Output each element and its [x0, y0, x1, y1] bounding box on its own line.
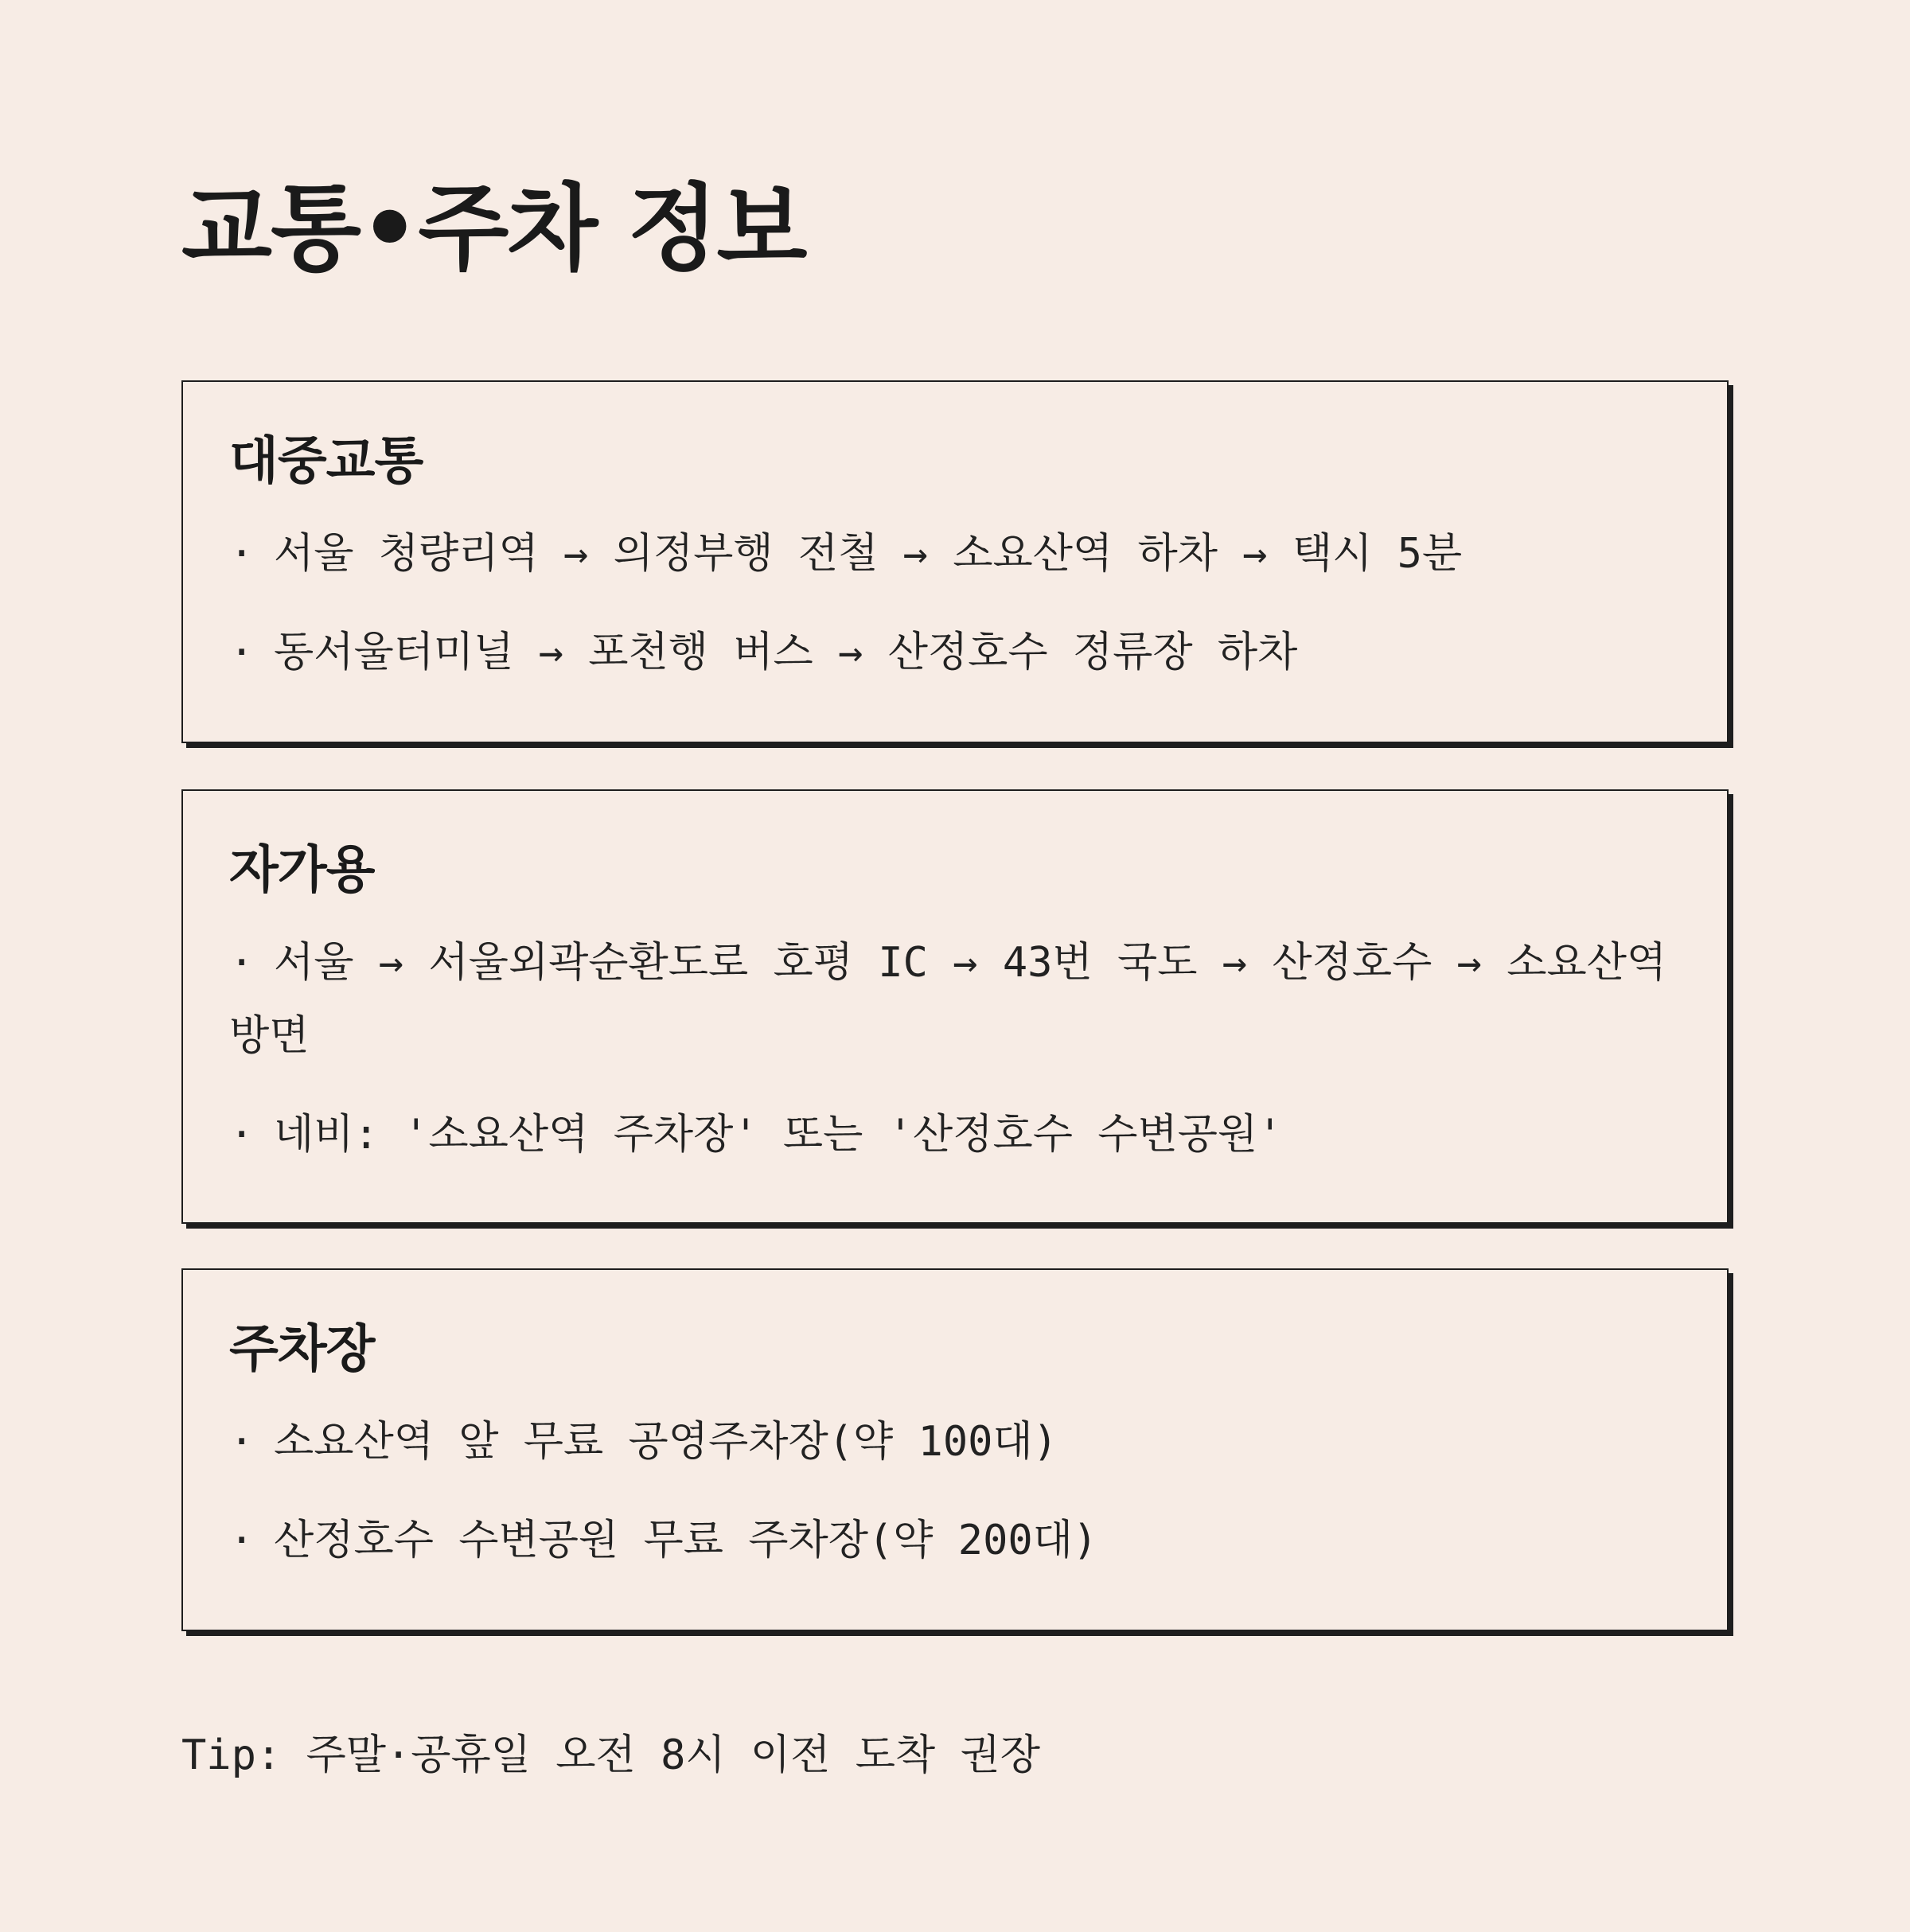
list-item-text: 산정호수 수변공원 무료 주차장(약 200대): [274, 1517, 1098, 1564]
list-item: [229, 517, 1682, 590]
bullet-icon: ·: [229, 939, 255, 987]
list-item-text: 서울 청량리역 → 의정부행 전철 → 소요산역 하차 → 택시 5분: [274, 530, 1463, 578]
section-private-car: [181, 789, 1729, 1224]
list-item-text: 동서울터미널 → 포천행 버스 → 산정호수 정류장 하차: [274, 629, 1298, 676]
section-heading: 주차장: [229, 1320, 375, 1379]
page-title: 교통•주차 정보: [181, 173, 806, 283]
item-list: [229, 1405, 1682, 1577]
item-list: [229, 926, 1682, 1171]
bullet-icon: ·: [229, 1111, 255, 1159]
list-item-text: 소요산역 앞 무료 공영주차장(약 100대): [274, 1418, 1058, 1466]
section-parking: [181, 1268, 1729, 1631]
list-item: [229, 1405, 1682, 1478]
bullet-icon: ·: [229, 530, 255, 578]
section-heading: 대중교통: [229, 432, 423, 491]
list-item-text: 네비: '소요산역 주차장' 또는 '산정호수 수변공원': [274, 1111, 1283, 1159]
tip-text: Tip: 주말·공휴일 오전 8시 이전 도착 권장: [181, 1731, 1040, 1779]
section-public-transit: [181, 380, 1729, 743]
bullet-icon: ·: [229, 629, 255, 676]
list-item: [229, 926, 1682, 1073]
bullet-icon: ·: [229, 1418, 255, 1466]
list-item-text: 서울 → 서울외곽순환도로 호평 IC → 43번 국도 → 산정호수 → 소요산역 방면: [229, 939, 1667, 1060]
bullet-icon: ·: [229, 1517, 255, 1564]
list-item: [229, 1098, 1682, 1171]
section-heading: 자가용: [229, 841, 375, 900]
list-item: [229, 616, 1682, 689]
item-list: [229, 517, 1682, 689]
list-item: [229, 1504, 1682, 1577]
